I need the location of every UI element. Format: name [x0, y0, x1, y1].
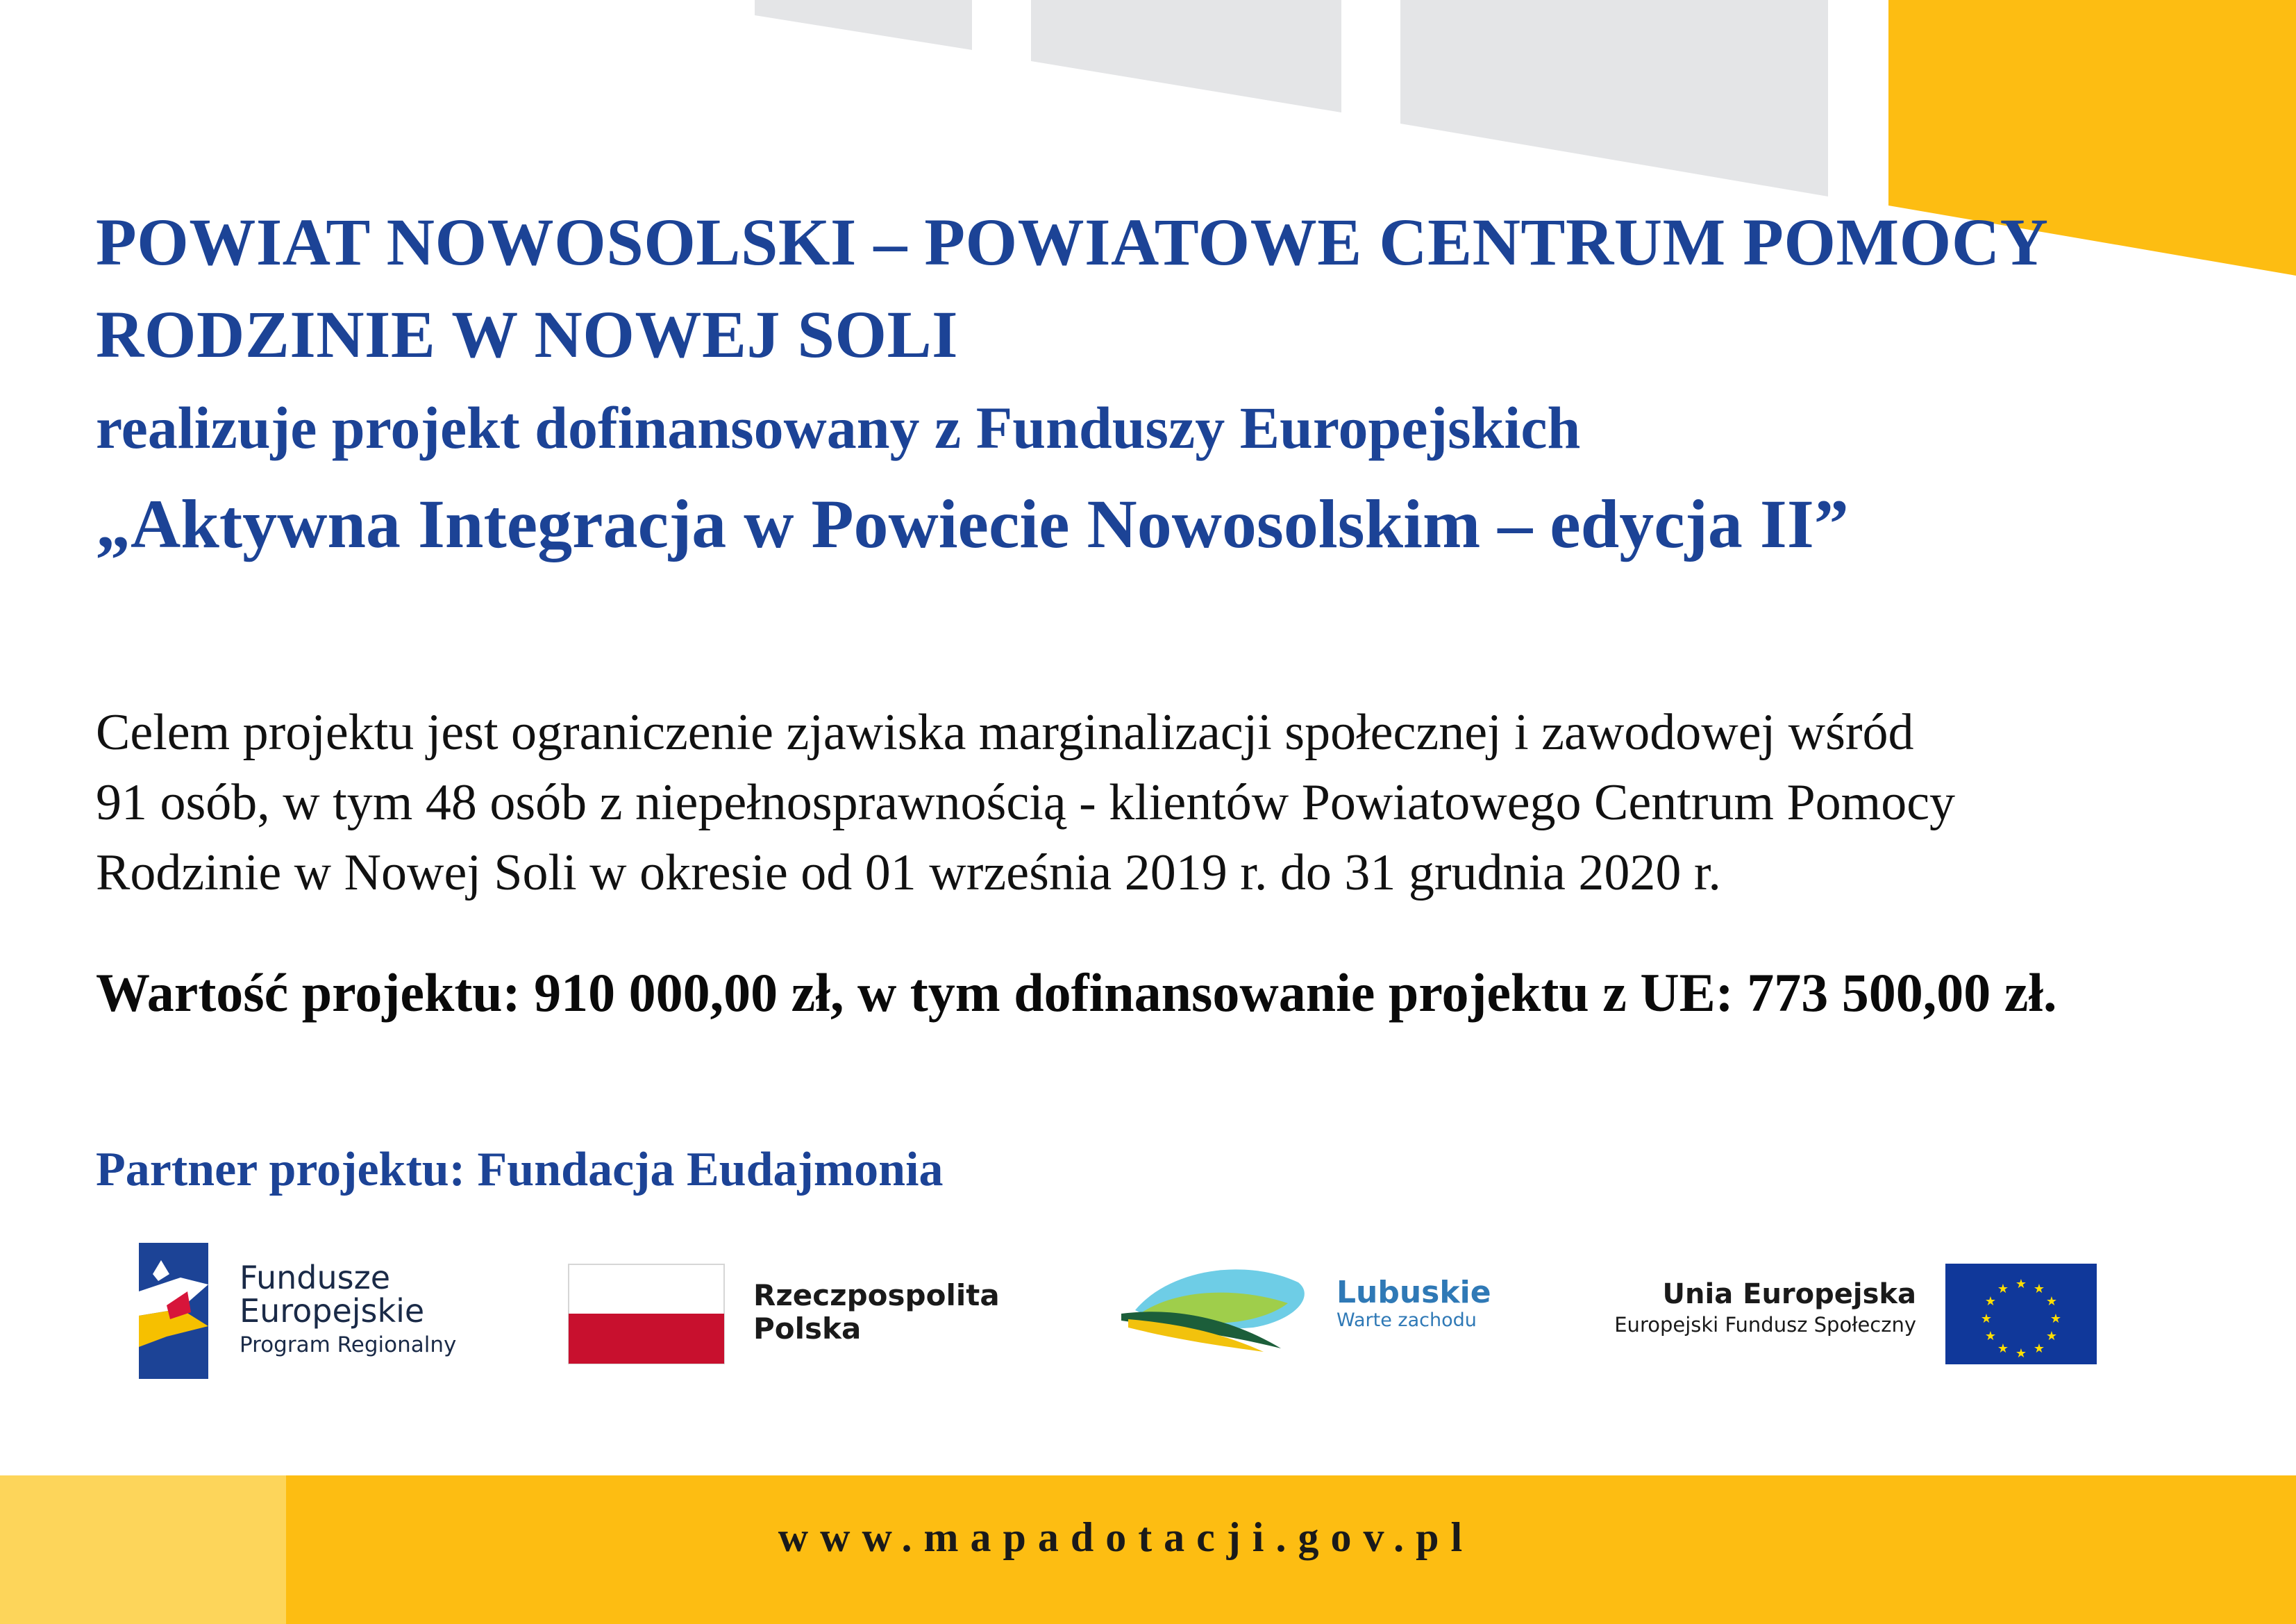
- project-title: „Aktywna Integracja w Powiecie Nowosolskim – edycja II”: [96, 485, 1849, 562]
- svg-text:★: ★: [1980, 1312, 1993, 1326]
- rp-line-1: Rzeczpospolita: [753, 1278, 1000, 1312]
- project-description: [96, 698, 2248, 908]
- project-value: Wartość projektu: 910 000,00 zł, w tym dofinansowanie projektu z UE: 773 500,00 zł.: [96, 962, 2057, 1023]
- lubuskie-name: Lubuskie: [1336, 1275, 1491, 1310]
- svg-text:★: ★: [2050, 1312, 2062, 1326]
- svg-text:★: ★: [1984, 1329, 1997, 1343]
- svg-text:★: ★: [1997, 1341, 2009, 1356]
- heading-line-2: RODZINIE W NOWEJ SOLI: [96, 297, 958, 371]
- fe-logo-text: [240, 1261, 456, 1362]
- lubuskie-logo-icon: [1121, 1265, 1316, 1352]
- ue-logo-text: [1597, 1278, 1916, 1339]
- svg-text:★: ★: [2033, 1341, 2045, 1356]
- project-partner: Partner projektu: Fundacja Eudajmonia: [96, 1143, 944, 1196]
- heading-subline: realizuje projekt dofinansowany z Funduszy Europejskich: [96, 394, 1581, 461]
- project-heading: [96, 205, 2213, 562]
- heading-line-1: POWIAT NOWOSOLSKI – POWIATOWE CENTRUM POMOCY: [96, 205, 2049, 279]
- lubuskie-logo-text: [1336, 1276, 1491, 1332]
- footer-url-link[interactable]: www.mapadotacji.gov.pl: [778, 1514, 1475, 1560]
- ue-line-1: Unia Europejska: [1662, 1278, 1916, 1310]
- polish-flag-icon: [568, 1264, 725, 1364]
- description-line-3: Rodzinie w Nowej Soli w okresie od 01 września 2019 r. do 31 grudnia 2020 r.: [96, 844, 1721, 901]
- fe-line-3: Program Regionalny: [240, 1332, 457, 1357]
- description-line-1: Celem projektu jest ograniczenie zjawiska marginalizacji społecznej i zawodowej wśród: [96, 704, 1914, 761]
- logo-strip: [0, 1236, 2296, 1389]
- gray-band-3: [1400, 0, 1828, 196]
- svg-text:★: ★: [2045, 1294, 2058, 1309]
- rp-line-2: Polska: [753, 1312, 862, 1346]
- svg-text:★: ★: [1997, 1282, 2009, 1296]
- fundusze-europejskie-logo-icon: [139, 1243, 208, 1379]
- svg-text:★: ★: [2045, 1329, 2058, 1343]
- eu-flag-icon: [1945, 1264, 2097, 1364]
- svg-text:★: ★: [1984, 1294, 1997, 1309]
- rp-logo-text: [753, 1279, 1000, 1346]
- fe-line-2: Europejskie: [240, 1292, 425, 1330]
- description-line-2: 91 osób, w tym 48 osób z niepełnosprawnością - klientów Powiatowego Centrum Pomocy: [96, 774, 1956, 831]
- fe-line-1: Fundusze: [240, 1259, 391, 1296]
- lubuskie-tagline: Warte zachodu: [1336, 1309, 1477, 1331]
- gray-band-2: [1031, 0, 1341, 112]
- svg-text:★: ★: [2015, 1346, 2027, 1361]
- ue-line-2: Europejski Fundusz Społeczny: [1614, 1313, 1916, 1337]
- gray-band-1: [755, 0, 972, 50]
- svg-text:★: ★: [2015, 1277, 2027, 1291]
- svg-text:★: ★: [2033, 1282, 2045, 1296]
- footer-light-band: [0, 1475, 286, 1624]
